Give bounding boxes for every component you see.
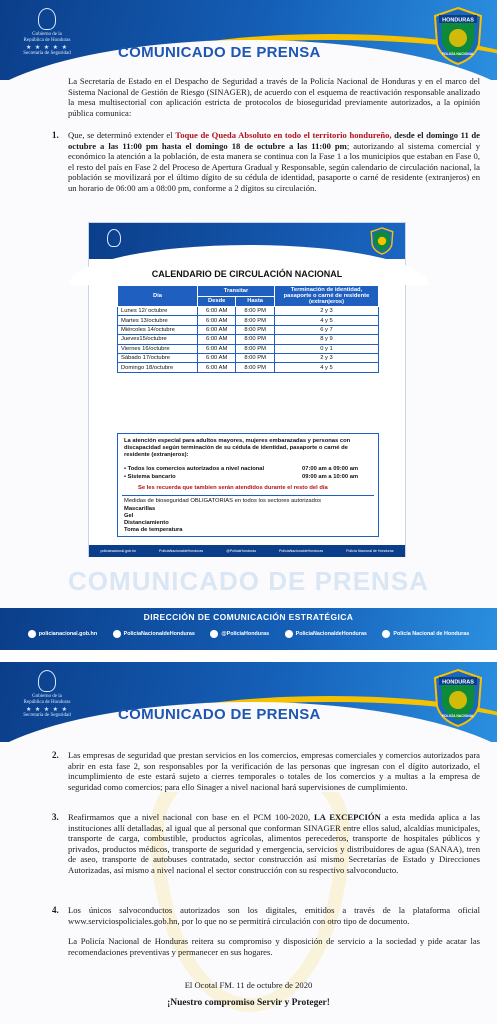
table-row xyxy=(118,335,379,344)
circulation-table xyxy=(117,285,379,373)
table-row xyxy=(118,353,379,362)
item-1-lead: Que, se determinó extender el xyxy=(68,130,176,140)
measures-title: Medidas de bioseguridad OBLIGATORIAS en todos los sectores autorizados xyxy=(124,498,321,504)
svg-text:HONDURAS: HONDURAS xyxy=(442,679,474,686)
divider xyxy=(122,495,374,496)
footer-link-label: @PoliciaHonduras xyxy=(221,631,270,637)
press-release-page-2 xyxy=(0,662,497,1024)
item-3-bold: LA EXCEPCIÓN xyxy=(313,812,381,822)
special-note: La atención especial para adultos mayores, mujeres embarazadas y personas con discapacidad según terminación de su cédula de identidad, pasaporte o carné de residente (extranjeros): xyxy=(124,438,351,459)
row-digits: 8 y 9 xyxy=(275,335,379,344)
footer-link-facebook[interactable] xyxy=(113,630,195,638)
item-2-number: 2. xyxy=(52,750,59,760)
seal-stars: ★ ★ ★ ★ ★ xyxy=(26,707,68,713)
row-to: 8:00 PM xyxy=(236,316,275,325)
svg-text:POLICÍA NACIONAL: POLICÍA NACIONAL xyxy=(441,714,475,718)
bank-hours: 09:00 am a 10:00 am xyxy=(302,474,359,480)
row-from: 6:00 AM xyxy=(198,325,236,334)
item-3-number: 3. xyxy=(52,812,59,822)
row-from: 6:00 AM xyxy=(198,353,236,362)
circulation-calendar-infographic xyxy=(88,222,406,557)
page-gap xyxy=(0,650,497,662)
table-row xyxy=(118,344,379,353)
coat-of-arms-icon xyxy=(38,670,56,692)
col-day-header: Día xyxy=(118,286,198,307)
row-to: 8:00 PM xyxy=(236,335,275,344)
col-transit-header: Transitar xyxy=(198,286,275,297)
seal-line-1: Gobierno de la xyxy=(32,694,62,699)
police-badge-icon xyxy=(369,227,395,255)
commerce-hours: 07:00 am a 09:00 am xyxy=(302,466,359,472)
row-to: 8:00 PM xyxy=(236,344,275,353)
seal-line-1: Gobierno de la xyxy=(32,32,62,37)
row-digits: 6 y 7 xyxy=(275,325,379,334)
item-3-rest: a esta medida aplica a las instituciones allí detalladas, al igual que al personal que conforman SINAGER entre ellos salud, alcaldías municipales, transporte de carga, combustible, productos agrícolas, alimentos perecederos, transporte de hospitales públicos y privados, productos médicos, transporte de seguridad y emergencia, servicios y distribuidores de agua (SANAA), tren de aseo, transporte de autobuses contratado, sector construcción así mismo Secretarías de Estado y Direcciones Autorizadas, así mismo a nivel nacional el sector construcción con su respectivo salvoconducto. xyxy=(68,812,480,875)
svg-text:HONDURAS: HONDURAS xyxy=(442,17,474,24)
row-digits: 2 y 3 xyxy=(275,353,379,362)
table-row xyxy=(118,325,379,334)
seal-line-2: República de Honduras xyxy=(23,38,71,43)
item-1-paragraph xyxy=(68,130,480,194)
row-digits: 4 y 5 xyxy=(275,316,379,325)
row-day: Lunes 12/ octubre xyxy=(118,307,198,316)
item-3-lead: Reafirmamos que a nivel nacional con base en el PCM 100-2020, xyxy=(68,812,314,822)
page-title: COMUNICADO DE PRENSA xyxy=(118,706,321,723)
table-row xyxy=(118,307,379,316)
seal-line-3: Secretaría de Seguridad xyxy=(23,713,71,718)
seal-stars: ★ ★ ★ ★ ★ xyxy=(26,45,68,51)
special-attention-box xyxy=(117,433,379,537)
item-4-number: 4. xyxy=(52,905,59,915)
infographic-link[interactable]: Policía Nacional de Honduras xyxy=(346,549,394,553)
measure-item: Toma de temperatura xyxy=(124,527,183,533)
footer-link-label: Policía Nacional de Honduras xyxy=(393,631,470,637)
table-row xyxy=(118,316,379,325)
table-row xyxy=(118,363,379,372)
row-to: 8:00 PM xyxy=(236,307,275,316)
row-digits: 4 y 5 xyxy=(275,363,379,372)
reminder-text: Se les recuerda que tambien serán atendidos durante el resto del día xyxy=(138,485,328,491)
youtube-icon xyxy=(382,630,390,638)
globe-icon xyxy=(28,630,36,638)
footer-band xyxy=(0,608,497,650)
intro-paragraph: La Secretaría de Estado en el Despacho de Seguridad a través de la Policía Nacional de Honduras y en el marco del Sistema Nacional de Gestión de Riesgo (SINAGER), de acuerdo con el esquema de reactivación responsable analizado la mesa multisectorial con aplicación estricta de protocolos de bioseguridad previamente autorizados, a la opinión pública comunica: xyxy=(68,76,480,118)
infographic-link[interactable]: PoliciaNacionaldeHonduras xyxy=(159,549,204,553)
measure-item: Distanciamiento xyxy=(124,520,169,526)
row-to: 8:00 PM xyxy=(236,353,275,362)
row-day: Viernes 16/octubre xyxy=(118,344,198,353)
row-digits: 2 y 3 xyxy=(275,307,379,316)
svg-text:POLICÍA NACIONAL: POLICÍA NACIONAL xyxy=(441,52,475,56)
item-1-highlight: Toque de Queda Absoluto en todo el territorio hondureño, xyxy=(175,130,392,140)
commerce-label: • Todos los comercios autorizados a nivel nacional xyxy=(124,466,265,472)
motto: ¡Nuestro compromiso Servir y Proteger! xyxy=(167,998,330,1008)
footer-link-website[interactable] xyxy=(28,630,97,638)
infographic-footer xyxy=(89,545,405,557)
footer-link-youtube[interactable] xyxy=(382,630,469,638)
col-to-header: Hasta xyxy=(236,296,275,307)
bank-label: • Sistema bancario xyxy=(124,474,176,480)
footer-links xyxy=(0,630,497,638)
page-title: COMUNICADO DE PRENSA xyxy=(118,44,321,61)
coat-of-arms-icon xyxy=(107,229,121,247)
footer-link-label: PoliciaNacionaldeHonduras xyxy=(123,631,195,637)
row-day: Sábado 17/octubre xyxy=(118,353,198,362)
item-1-bold: desde el domingo 11 de octubre a las 11:00 pm hasta el domingo 18 de octubre a las 11:00 pm xyxy=(68,130,480,151)
row-to: 8:00 PM xyxy=(236,363,275,372)
row-from: 6:00 AM xyxy=(198,344,236,353)
row-from: 6:00 AM xyxy=(198,316,236,325)
closing-paragraph: La Policía Nacional de Honduras reitera su compromiso y disposición de servicio a la sociedad y pide acatar las recomendaciones preventivas y permanecer en sus hogares. xyxy=(68,936,480,957)
row-from: 6:00 AM xyxy=(198,307,236,316)
place-date: El Ocotal FM. 11 de octubre de 2020 xyxy=(184,980,313,990)
row-digits: 0 y 1 xyxy=(275,344,379,353)
seal-line-3: Secretaría de Seguridad xyxy=(23,51,71,56)
row-day: Jueves15/octubre xyxy=(118,335,198,344)
row-from: 6:00 AM xyxy=(198,335,236,344)
footer-title: DIRECCIÓN DE COMUNICACIÓN ESTRATÉGICA xyxy=(143,612,354,622)
row-day: Miércoles 14/octubre xyxy=(118,325,198,334)
item-1-number: 1. xyxy=(52,130,59,140)
col-from-header: Desde xyxy=(198,296,236,307)
seal-line-2: República de Honduras xyxy=(23,700,71,705)
police-badge-icon xyxy=(431,6,485,66)
row-day: Martes 13/octubre xyxy=(118,316,198,325)
item-2-paragraph: Las empresas de seguridad que prestan servicios en los comercios, empresas comerciales y comercios autorizados para abrir en esta fase 2, son responsables por la verificación de las personas que ingresan con el dígito autorizado, el incumplimiento de este estará sujeto a cierres temporales o totales de los comercios y a multas a la empresa de seguridad como comercios; para ello Sinager a nivel nacional hará supervisiones de cumplimiento. xyxy=(68,750,480,792)
facebook-icon xyxy=(113,630,121,638)
twitter-icon xyxy=(210,630,218,638)
footer-link-label: PoliciaNacionaldeHonduras xyxy=(295,631,367,637)
row-day: Domingo 18/octubre xyxy=(118,363,198,372)
measure-item: Gel xyxy=(124,513,134,519)
col-id-header: Terminación de identidad, pasaporte o carné de residente (extranjeros) xyxy=(275,286,379,307)
infographic-link[interactable]: @PoliciaHonduras xyxy=(226,549,257,553)
measure-item: Mascarillas xyxy=(124,506,156,512)
government-seal xyxy=(12,8,82,57)
footer-link-instagram[interactable] xyxy=(285,630,367,638)
footer-link-twitter[interactable] xyxy=(210,630,269,638)
item-4-paragraph: Los únicos salvoconductos autorizados son los digitales, emitidos a través de la plataforma oficial www.serviciospoliciales.gob.hn, por lo que no se permitirá circulación con otro tipo de documento. xyxy=(68,905,480,926)
infographic-link[interactable]: PoliciaNacionaldeHonduras xyxy=(279,549,324,553)
item-3-paragraph xyxy=(68,812,480,876)
watermark-text: COMUNICADO DE PRENSA xyxy=(68,566,429,596)
coat-of-arms-icon xyxy=(38,8,56,30)
police-badge-icon xyxy=(431,668,485,728)
item-1-rest: ; autorizando al sistema comercial y económico la atención a la población, de esta manera se continua con la Fase 1 a los municipios que estaban en Fase 0, el resto del país en Fase 2 del Proceso de Apertura Gradual y Responsable, según calendario de circulación nacional, la población se movilizará por el último dígito de su cédula de identidad, pasaporte o carné de residente (extranjeros) en un horario de 06:00 am a 08:00 pm, conforme a 2 dígitos su circulación. xyxy=(68,140,480,193)
row-to: 8:00 PM xyxy=(236,325,275,334)
infographic-link[interactable]: policianacional.gob.hn xyxy=(100,549,137,553)
instagram-icon xyxy=(285,630,293,638)
calendar-title: CALENDARIO DE CIRCULACIÓN NACIONAL xyxy=(151,269,343,279)
row-from: 6:00 AM xyxy=(198,363,236,372)
government-seal xyxy=(12,670,82,719)
footer-link-label: policianacional.gob.hn xyxy=(38,631,98,637)
